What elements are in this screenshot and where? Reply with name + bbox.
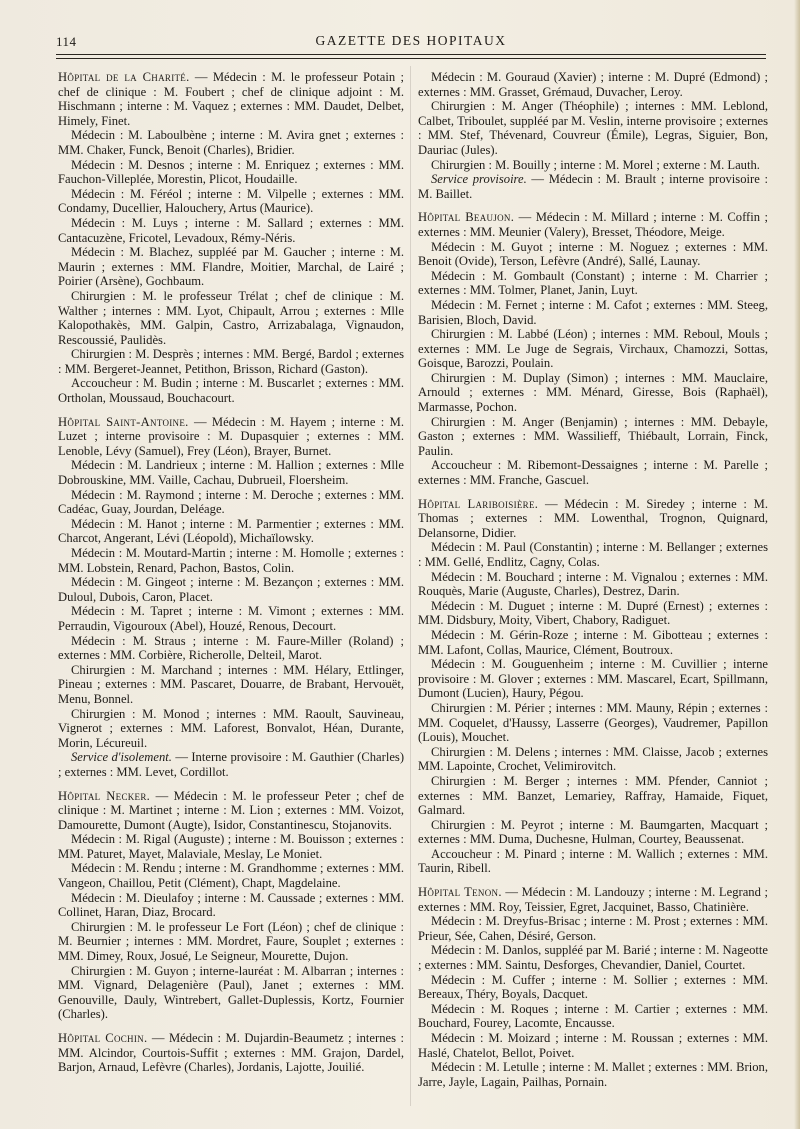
service-entry: [418, 415, 768, 459]
entry-text: Médecin : M. Laboulbène ; interne : M. Avira gnet ; externes : MM. Chaker, Funck, Benoit (Charles), Bridier.: [58, 128, 404, 157]
entry-text: Médecin : M. Moizard ; interne : M. Roussan ; externes : MM. Haslé, Chatelot, Bellot, Poivet.: [418, 1031, 768, 1060]
service-entry: [418, 269, 768, 298]
section-gap: [418, 876, 768, 885]
entry-text: Médecin : M. Fernet ; interne : M. Cafot ; externes : MM. Steeg, Barisien, Bloch, David.: [418, 297, 768, 327]
service-entry: [418, 973, 768, 1002]
entry-text: Chirurgien : M. Berger ; internes : MM. Pfender, Canniot ; externes : MM. Banzet, Lemariey, Raffray, Hamaide, Fiquet, Galmard.: [418, 773, 768, 818]
entry-text: Chirurgien : M. Desprès ; internes : MM. Bergé, Bardol ; externes : MM. Bergeret-Jeannet, Petithon, Brisson, Richard (Gaston).: [58, 347, 404, 376]
entry-text: — Médecin : M. le professeur Peter ; chef de clinique : M. Martinet ; interne : M. Lion ; externes : MM. Voizot, Damourette, Dumont (Augte), Isidor, Constantinescu, Stojanovits.: [58, 788, 404, 832]
service-entry: [58, 604, 404, 633]
header-rule-thick: [56, 54, 766, 55]
entry-text: Médecin : M. Dieulafoy ; interne : M. Caussade ; externes : MM. Collinet, Haran, Diaz, Brocard.: [58, 890, 404, 920]
entry-text: Médecin : M. Luys ; interne : M. Sallard ; externes : MM. Cantacuzène, Fricotel, Levadoux, Rémy-Néris.: [58, 215, 404, 245]
entry-text: Médecin : M. Straus ; interne : M. Faure-Miller (Roland) ; externes : MM. Corbière, Richerolle, Delteil, Marot.: [58, 633, 404, 663]
service-entry: [58, 488, 404, 517]
entry-text: — Médecin : M. le professeur Potain ; chef de clinique : M. Foubert ; chef de clinique adjoint : M. Hischmann ; interne : M. Vaquez ; externes : MM. Daudet, Delbet, Himely, Finet.: [58, 70, 405, 128]
hospital-section-heading-paragraph: [58, 415, 404, 459]
service-entry: [58, 707, 404, 751]
entry-text: Médecin : M. Landrieux ; interne : M. Hallion ; externes : Mlle Dobrouskine, MM. Vaille, Cachau, Dubrueil, Floersheim.: [58, 458, 404, 488]
hospital-section-heading-paragraph: [58, 789, 404, 833]
entry-text: Accoucheur : M. Pinard ; interne : M. Wallich ; externes : MM. Taurin, Ribell.: [418, 846, 768, 876]
section-gap: [418, 488, 768, 497]
entry-text: Chirurgien : M. Duplay (Simon) ; internes : MM. Mauclaire, Arnould ; externes : MM. Ménard, Giresse, Bois (Raphaël), Marmasse, Pochon.: [418, 370, 768, 415]
entry-text: Médecin : M. Danlos, suppléé par M. Barié ; interne : M. Nageotte ; externes : MM. Saintu, Desforges, Chevandier, Daniel, Courtet.: [418, 943, 768, 973]
service-entry: [418, 240, 768, 269]
entry-text: Accoucheur : M. Budin ; interne : M. Buscarlet ; externes : MM. Ortholan, Moussaud, Bouchacourt.: [58, 376, 404, 406]
entry-text: Médecin : M. Desnos ; interne : M. Enriquez ; externes : MM. Fauchon-Villeplée, Morestin, Plicot, Houdaille.: [58, 157, 404, 187]
section-gap: [58, 406, 404, 415]
hospital-name: Hôpital Saint-Antoine.: [58, 414, 189, 429]
page-number: 114: [56, 34, 77, 49]
entry-text: Médecin : M. Gombault (Constant) ; interne : M. Charrier ; externes : MM. Tolmer, Planet, Janin, Luyt.: [418, 268, 768, 298]
service-entry: [58, 663, 404, 707]
entry-text: Chirurgien : M. Labbé (Léon) ; internes : MM. Reboul, Mouls ; externes : MM. Le Juge de Segrais, Virchaux, Chamozzi, Sottas, Goisque, Barozzi, Poulain.: [418, 327, 768, 371]
entry-text: Médecin : M. Gouraud (Xavier) ; interne : M. Dupré (Edmond) ; externes : MM. Grasset, Grémaud, Duvacher, Leroy.: [418, 70, 768, 99]
entry-text: — Médecin : M. Hayem ; interne : M. Luzet ; interne provisoire : M. Dupasquier ; externes : MM. Lenoble, Lévy (Samuel), Frey (Léon), Brayer, Burnet.: [58, 414, 404, 458]
service-entry: [58, 920, 404, 964]
service-entry: [418, 70, 768, 99]
service-entry: [418, 371, 768, 415]
service-entry: [58, 517, 404, 546]
section-gap: [418, 201, 768, 210]
hospital-section-heading-paragraph: [58, 1031, 404, 1075]
service-entry: [58, 634, 404, 663]
service-entry: [58, 347, 404, 376]
service-entry: [58, 891, 404, 920]
entry-text: Médecin : M. Raymond ; interne : M. Deroche ; externes : MM. Cadéac, Guay, Jourdan, Deléage.: [58, 487, 404, 517]
entry-text: Médecin : M. Moutard-Martin ; interne : M. Homolle ; externes : MM. Lobstein, Renard, Pachon, Bastos, Colin.: [58, 546, 404, 575]
entry-text: Chirurgien : M. Anger (Théophile) ; internes : MM. Leblond, Calbet, Triboulet, suppléé par M. Veslin, interne provisoire ; externes : MM. Stef, Thévenard, Couvreur (Émile), Legras, Siguier, Bon, Dauriac (Jules).: [418, 99, 768, 157]
service-entry: [418, 458, 768, 487]
entry-text: Médecin : M. Letulle ; interne : M. Mallet ; externes : MM. Brion, Jarre, Jayle, Lagain, Pailhas, Pornain.: [418, 1060, 768, 1089]
entry-text: Médecin : M. Dreyfus-Brisac ; interne : M. Prost ; externes : MM. Prieur, Sée, Cahen, Désiré, Gerson.: [418, 914, 768, 943]
hospital-section-heading-paragraph: [418, 885, 768, 914]
service-entry: [418, 298, 768, 327]
service-entry: [418, 172, 768, 201]
entry-text: Médecin : M. Bouchard ; interne : M. Vignalou ; externes : MM. Rouquès, Marie (Auguste, Charles), Destrez, Darin.: [418, 569, 768, 599]
service-entry: [58, 289, 404, 347]
service-entry: [58, 546, 404, 575]
column-divider: [410, 66, 411, 1106]
service-entry: [58, 575, 404, 604]
entry-text: Accoucheur : M. Ribemont-Dessaignes ; interne : M. Parelle ; externes : MM. Franche, Gascuel.: [418, 458, 768, 488]
entry-text: — Médecin : M. Siredey ; interne : M. Thomas ; externes : MM. Lowenthal, Trognon, Quignard, Delansorne, Didier.: [418, 496, 768, 540]
page-edge: [794, 0, 800, 1129]
service-entry: [58, 216, 404, 245]
service-name: Service provisoire.: [431, 172, 527, 187]
hospital-name: Hôpital Necker.: [58, 788, 151, 803]
service-entry: [418, 99, 768, 157]
service-entry: [418, 1031, 768, 1060]
section-gap: [58, 1022, 404, 1031]
service-entry: [58, 128, 404, 157]
service-entry: [58, 245, 404, 289]
entry-text: Médecin : M. Duguet ; interne : M. Dupré (Ernest) ; externes : MM. Didsbury, Moity, Vibert, Chabory, Radiguet.: [418, 598, 768, 628]
service-entry: [418, 818, 768, 847]
entry-text: — Médecin : M. Landouzy ; interne : M. Legrand ; externes : MM. Roy, Teissier, Egret, Jacquinet, Basso, Chatinière.: [418, 885, 768, 914]
entry-text: — Médecin : M. Millard ; interne : M. Coffin ; externes : MM. Meunier (Valery), Bresset, Théodore, Meige.: [418, 210, 768, 239]
entry-text: Chirurgien : M. Anger (Benjamin) ; internes : MM. Debayle, Gaston ; externes : MM. Wassilieff, Thiébault, Lorrain, Finck, Paulin.: [418, 414, 768, 458]
entry-text: Chirurgien : M. Delens ; internes : MM. Claisse, Jacob ; externes MM. Lapointe, Crochet, Velimirovitch.: [418, 744, 768, 774]
hospital-section-heading-paragraph: [58, 70, 404, 128]
service-entry: [58, 964, 404, 1022]
hospital-section-heading-paragraph: [418, 497, 768, 541]
entry-text: Médecin : M. Gouguenheim ; interne : M. Cuvillier ; interne provisoire : M. Glover ; externes : MM. Mascarel, Ecart, Spillmann, Dumont (Lucien), Haury, Pégou.: [418, 657, 768, 701]
service-entry: [58, 861, 404, 890]
service-entry: [418, 540, 768, 569]
service-entry: [418, 774, 768, 818]
service-entry: [418, 158, 768, 173]
header-rule-thin: [56, 58, 766, 59]
entry-text: Médecin : M. Rendu ; interne : M. Grandhomme ; externes : MM. Vangeon, Chaillou, Petit (Clément), Chapt, Magdelaine.: [58, 861, 404, 891]
entry-text: Chirurgien : M. Monod ; internes : MM. Raoult, Sauvineau, Vignerot ; externes : MM. Laforest, Bonvalot, Héan, Durante, Morin, Lécureuil.: [58, 706, 404, 750]
service-entry: [418, 657, 768, 701]
hospital-section-heading-paragraph: [418, 210, 768, 239]
service-entry: [58, 750, 404, 779]
service-entry: [58, 832, 404, 861]
entry-text: Médecin : M. Gérin-Roze ; interne : M. Gibotteau ; externes : MM. Lafont, Collas, Maurice, Clément, Boutroux.: [418, 627, 768, 657]
entry-text: Chirurgien : M. Bouilly ; interne : M. Morel ; externe : M. Lauth.: [431, 157, 760, 172]
service-entry: [418, 628, 768, 657]
service-name: Service d'isolement.: [71, 750, 172, 765]
entry-text: Chirurgien : M. le professeur Trélat ; chef de clinique : M. Walther ; internes : MM. Lyot, Chipault, Arrou ; externes : Mlle Kalopothakès, MM. Galpin, Castro, Arrizabalaga, Vignaudon, Rescoussié, Paulidès.: [58, 288, 404, 347]
service-entry: [418, 745, 768, 774]
entry-text: Médecin : M. Cuffer ; interne : M. Sollier ; externes : MM. Bereaux, Théry, Boyals, Dacquet.: [418, 972, 768, 1002]
service-entry: [418, 847, 768, 876]
entry-text: Chirurgien : M. Périer ; internes : MM. Mauny, Répin ; externes : MM. Coquelet, d'Haussy, Lasserre (Georges), Vaudremer, Papillon (Louis), Mouchet.: [418, 700, 768, 745]
entry-text: Médecin : M. Rigal (Auguste) ; interne : M. Bouisson ; externes : MM. Paturet, Mayet, Malaviale, Meslay, Le Moniet.: [58, 832, 404, 861]
entry-text: Médecin : M. Guyot ; interne : M. Noguez ; externes : MM. Benoit (Ovide), Terson, Lefèvre (André), Sallé, Launay.: [418, 239, 768, 269]
page-header: [56, 26, 766, 56]
service-entry: [58, 376, 404, 405]
entry-text: — Médecin : M. Brault ; interne provisoire : M. Baillet.: [418, 172, 768, 201]
entry-text: Chirurgien : M. Guyon ; interne-lauréat : M. Albarran ; internes : MM. Vignard, Delagenière (Paul), Janet ; externes : MM. Genouville, Dauly, Wintrebert, Gallet-Duplessis, Kortz, Fournier (Charles).: [58, 963, 404, 1022]
entry-text: Médecin : M. Hanot ; interne : M. Parmentier ; externes : MM. Charcot, Angerant, Lévi (Léopold), Michaïlowsky.: [58, 516, 404, 546]
hospital-name: Hôpital de la Charité.: [58, 70, 190, 84]
entry-text: Médecin : M. Blachez, suppléé par M. Gaucher ; interne : M. Maurin ; externes : MM. Flandre, Moitier, Marchal, de Lairé ; Poirier (Arsène), Gochbaum.: [58, 245, 404, 289]
left-column: [58, 70, 404, 1075]
entry-text: Médecin : M. Gingeot ; interne : M. Bezançon ; externes : MM. Duloul, Dubois, Caron, Placet.: [58, 575, 404, 604]
service-entry: [58, 187, 404, 216]
service-entry: [418, 570, 768, 599]
service-entry: [418, 914, 768, 943]
service-entry: [58, 158, 404, 187]
service-entry: [418, 599, 768, 628]
entry-text: Médecin : M. Paul (Constantin) ; interne : M. Bellanger ; externes : MM. Gellé, Endlitz, Cagny, Colas.: [418, 540, 768, 569]
section-gap: [58, 780, 404, 789]
hospital-name: Hôpital Tenon.: [418, 885, 502, 900]
service-entry: [418, 701, 768, 745]
right-column: [418, 70, 768, 1089]
hospital-name: Hôpital Cochin.: [58, 1031, 148, 1045]
hospital-name: Hôpital Lariboisière.: [418, 496, 539, 511]
service-entry: [418, 327, 768, 371]
entry-text: Chirurgien : M. le professeur Le Fort (Léon) ; chef de clinique : M. Beurnier ; internes : MM. Mordret, Faure, Souplet ; externes : MM. Dimey, Roux, Josué, Le Seigneur, Mourette, Dujon.: [58, 919, 404, 964]
entry-text: — Médecin : M. Dujardin-Beaumetz ; internes : MM. Alcindor, Courtois-Suffit ; externes : MM. Grajon, Dardel, Barjon, Arnaud, Lefèvre (Charles), Jordanis, Lajotte, Jouilié.: [58, 1031, 404, 1075]
entry-text: Chirurgien : M. Marchand ; internes : MM. Hélary, Ettlinger, Pineau ; externes : MM. Pascaret, Douarre, de Brabant, Hervouët, Menu, Bonnel.: [58, 662, 404, 706]
entry-text: — Interne provisoire : M. Gauthier (Charles) ; externes : MM. Levet, Cordillot.: [58, 750, 405, 779]
entry-text: Médecin : M. Tapret ; interne : M. Vimont ; externes : MM. Perraudin, Vigouroux (Abel), Houzé, Renous, Decourt.: [58, 604, 404, 633]
service-entry: [418, 1002, 768, 1031]
service-entry: [418, 1060, 768, 1089]
hospital-name: Hôpital Beaujon.: [418, 210, 515, 225]
service-entry: [418, 943, 768, 972]
entry-text: Médecin : M. Roques ; interne : M. Cartier ; externes : MM. Bouchard, Fourey, Lacomte, Encausse.: [418, 1001, 768, 1031]
running-title: GAZETTE DES HOPITAUX: [315, 33, 507, 48]
service-entry: [58, 458, 404, 487]
entry-text: Médecin : M. Féréol ; interne : M. Vilpelle ; externes : MM. Condamy, Ducellier, Halouchery, Artus (Maurice).: [58, 186, 404, 216]
entry-text: Chirurgien : M. Peyrot ; interne : M. Baumgarten, Macquart ; externes : MM. Duma, Duchesne, Hulman, Courtey, Beaussenat.: [418, 817, 768, 847]
